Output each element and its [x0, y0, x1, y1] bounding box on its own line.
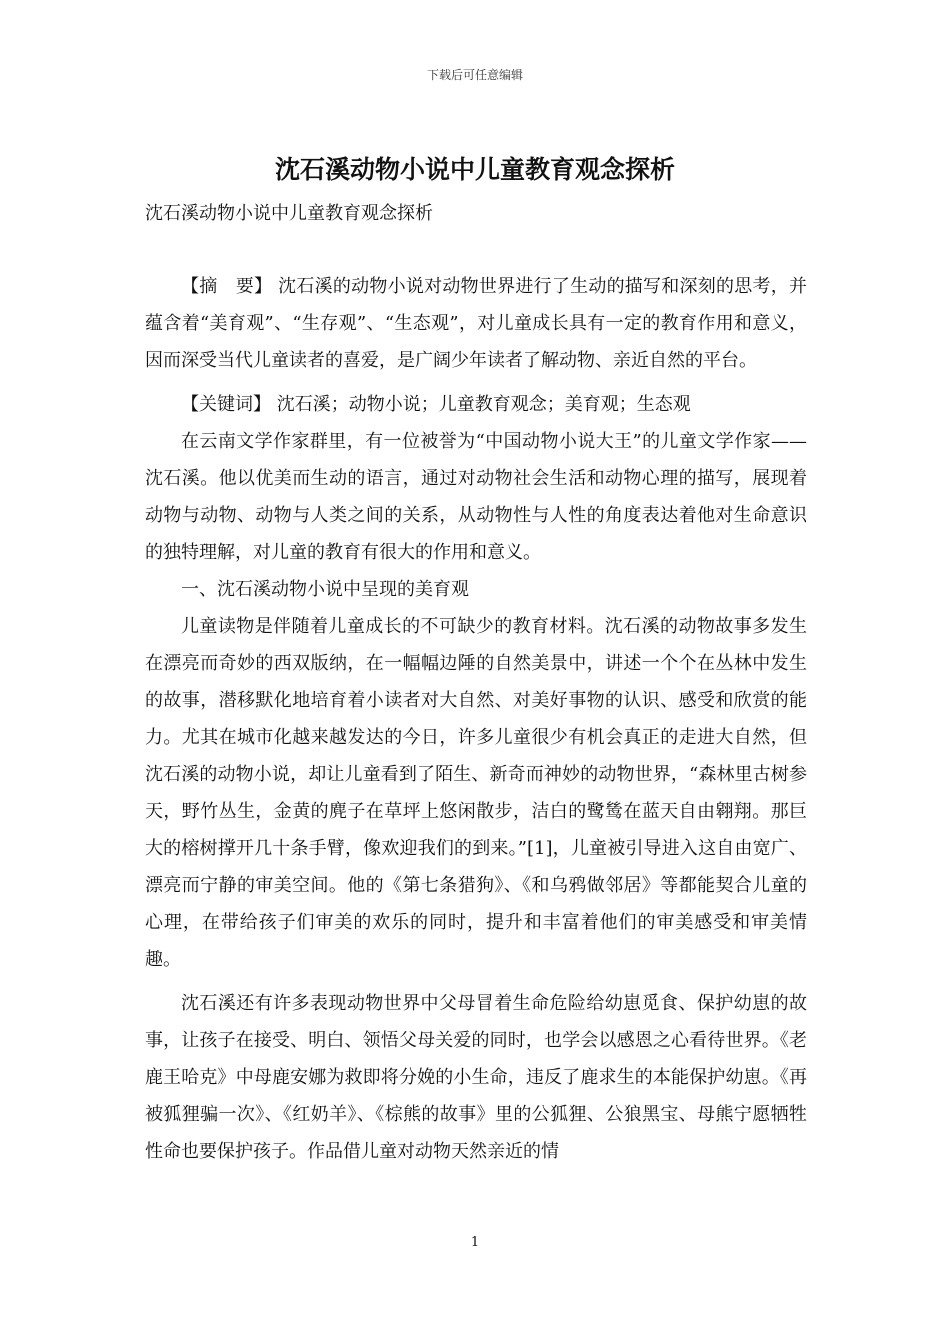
- abstract-paragraph: 【摘 要】 沈石溪的动物小说对动物世界进行了生动的描写和深刻的思考，并蕴含着“美育观”、“生存观”、“生态观”，对儿童成长具有一定的教育作用和意义，因而深受当代儿童读者的喜爱，是广阔少年读者了解动物、亲近自然的平台。: [145, 276, 807, 371]
- body-paragraph: 沈石溪还有许多表现动物世界中父母冒着生命危险给幼崽觅食、保护幼崽的故事，让孩子在接受、明白、领悟父母关爱的同时，也学会以感恩之心看待世界。《老鹿王哈克》中母鹿安娜为救即将分娩的小生命，违反了鹿求生的本能保护幼崽。《再被狐狸骗一次》、《红奶羊》、《棕熊的故事》里的公狐狸、公狼黑宝、母熊宁愿牺牲性命也要保护孩子。作品借儿童对动物天然亲近的情: [145, 993, 807, 1162]
- document-body: [145, 268, 807, 1170]
- keywords-paragraph: 【关键词】 沈石溪；动物小说；儿童教育观念；美育观；生态观: [181, 394, 691, 415]
- header-note: 下载后可任意编辑: [426, 68, 523, 82]
- page-number: 1: [470, 1235, 480, 1250]
- section-heading: 一、沈石溪动物小说中呈现的美育观: [181, 579, 469, 600]
- body-paragraph: 在云南文学作家群里，有一位被誉为“中国动物小说大王”的儿童文学作家——沈石溪。他以优美而生动的语言，通过对动物社会生活和动物心理的描写，展现着动物与动物、动物与人类之间的关系，从动物性与人性的角度表达着他对生命意识的独特理解，对儿童的教育有很大的作用和意义。: [145, 431, 807, 563]
- document-title: 沈石溪动物小说中儿童教育观念探析: [274, 155, 675, 184]
- document-subtitle: 沈石溪动物小说中儿童教育观念探析: [145, 203, 433, 224]
- body-paragraph: 儿童读物是伴随着儿童成长的不可缺少的教育材料。沈石溪的动物故事多发生在漂亮而奇妙的西双版纳，在一幅幅边陲的自然美景中，讲述一个个在丛林中发生的故事，潜移默化地培育着小读者对大自然、对美好事物的认识、感受和欣赏的能力。尤其在城市化越来越发达的今日，许多儿童很少有机会真正的走进大自然，但沈石溪的动物小说，却让儿童看到了陌生、新奇而神妙的动物世界，“森林里古树参天，野竹丛生，金黄的麂子在草坪上悠闲散步，洁白的鹭鸶在蓝天自由翱翔。那巨大的榕树撑开几十条手臂，像欢迎我们的到来。”[1]，儿童被引导进入这自由宽广、漂亮而宁静的审美空间。他的《第七条猎狗》、《和乌鸦做邻居》等都能契合儿童的心理，在带给孩子们审美的欢乐的同时，提升和丰富着他们的审美感受和审美情趣。: [145, 616, 807, 970]
